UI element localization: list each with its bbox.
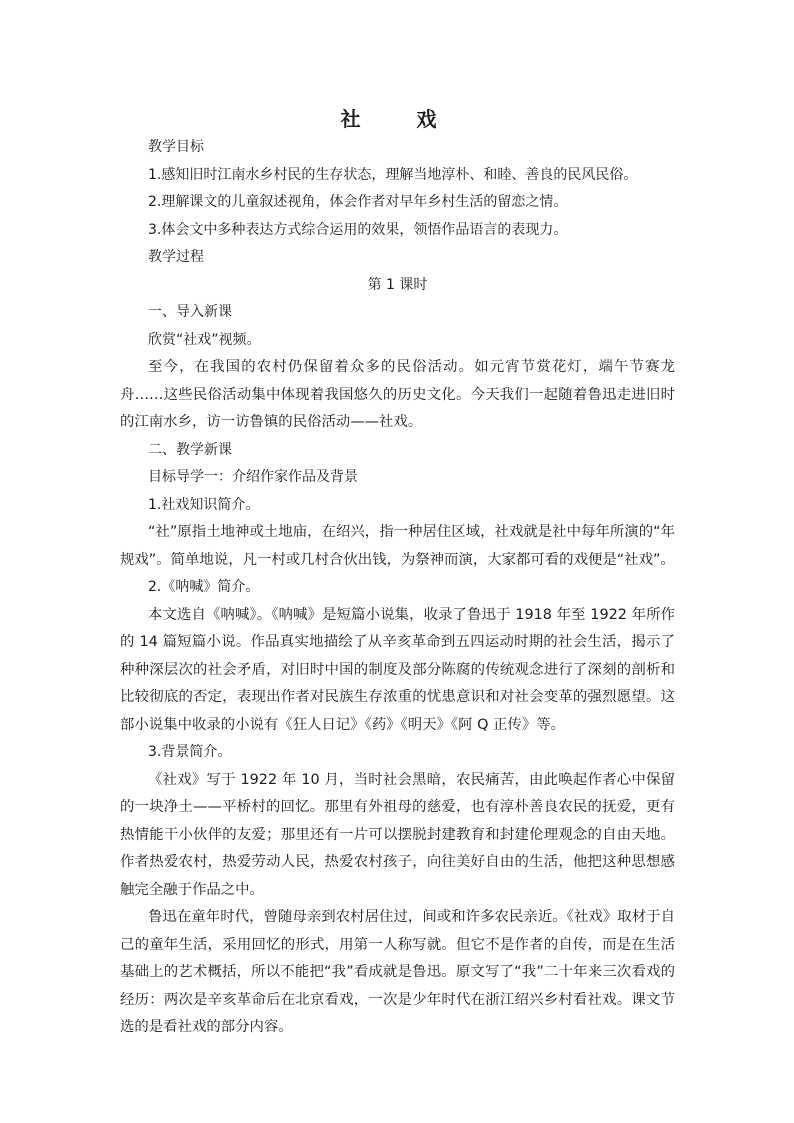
item-paragraph-3b: 鲁迅在童年时代，曾随母亲到农村居住过，间或和许多农民亲近。《社戏》取材于自己的童年生活，采用回忆的形式，用第一人称写就。但它不是作者的自传，而是在生活基础上的艺术概括，所以不能把“我”看成就是鲁迅。原文写了“我”二十年来三次看戏的经历：两次是辛亥革命后在北京看戏，一次是少年时代在浙江绍兴乡村看社戏。课文节选的是看社戏的部分内容。: [120, 909, 675, 1035]
intro-video-line: 欣赏“社戏”视频。: [148, 331, 261, 348]
section-heading-teaching: 二、教学新课: [148, 441, 232, 458]
document-body: [120, 134, 675, 1042]
goal-item-3: 3.体会文中多种表达方式综合运用的效果，领悟作品语言的表现力。: [148, 221, 568, 238]
document-title: 社 戏: [340, 107, 455, 131]
lesson-heading: 第 1 课时: [367, 276, 428, 293]
item-heading-3: 3.背景简介。: [148, 744, 232, 760]
item-heading-2: 2.《呐喊》简介。: [148, 579, 260, 595]
guide-heading-1: 目标导学一：介绍作家作品及背景: [148, 469, 358, 485]
item-paragraph-1: “社”原指土地神或土地庙，在绍兴，指一种居住区域，社戏就是社中每年所演的“年规戏”。简单地说，凡一村或几村合伙出钱，为祭神而演，大家都可看的戏便是“社戏”。: [120, 524, 675, 568]
item-heading-1: 1.社戏知识简介。: [148, 496, 260, 513]
goals-heading: 教学目标: [148, 139, 204, 155]
item-paragraph-2: 本文选自《呐喊》。《呐喊》是短篇小说集，收录了鲁迅于 1918 年至 1922 年所作的 14 篇短篇小说。作品真实地描绘了从辛亥革命到五四运动时期的社会生活，揭示了种种深层次的社会矛盾，对旧时中国的制度及部分陈腐的传统观念进行了深刻的剖析和比较彻底的否定，表现出作者对民族生存浓重的忧患意识和对社会变革的强烈愿望。这部小说集中收录的小说有《狂人日记》《药》《明天》《阿 Q 正传》等。: [120, 606, 675, 733]
item-paragraph-3a: 《社戏》写于 1922 年 10 月，当时社会黑暗，农民痛苦，由此唤起作者心中保留的一块净土——平桥村的回忆。那里有外祖母的慈爱，也有淳朴善良农民的抚爱，更有热情能干小伙伴的友爱；那里还有一片可以摆脱封建教育和封建伦理观念的自由天地。作者热爱农村，热爱劳动人民，热爱农村孩子，向往美好自由的生活，他把这种思想感触完全融于作品之中。: [120, 771, 675, 898]
process-heading: 教学过程: [148, 249, 204, 265]
goal-item-1: 1.感知旧时江南水乡村民的生存状态，理解当地淳朴、和睦、善良的民风民俗。: [148, 166, 638, 183]
goal-item-2: 2.理解课文的儿童叙述视角，体会作者对早年乡村生活的留恋之情。: [148, 194, 568, 210]
section-heading-intro: 一、导入新课: [148, 304, 232, 320]
intro-paragraph: 至今，在我国的农村仍保留着众多的民俗活动。如元宵节赏花灯，端午节赛龙舟……这些民俗活动集中体现着我国悠久的历史文化。今天我们一起随着鲁迅走进旧时的江南水乡，访一访鲁镇的民俗活动——社戏。: [120, 359, 675, 430]
